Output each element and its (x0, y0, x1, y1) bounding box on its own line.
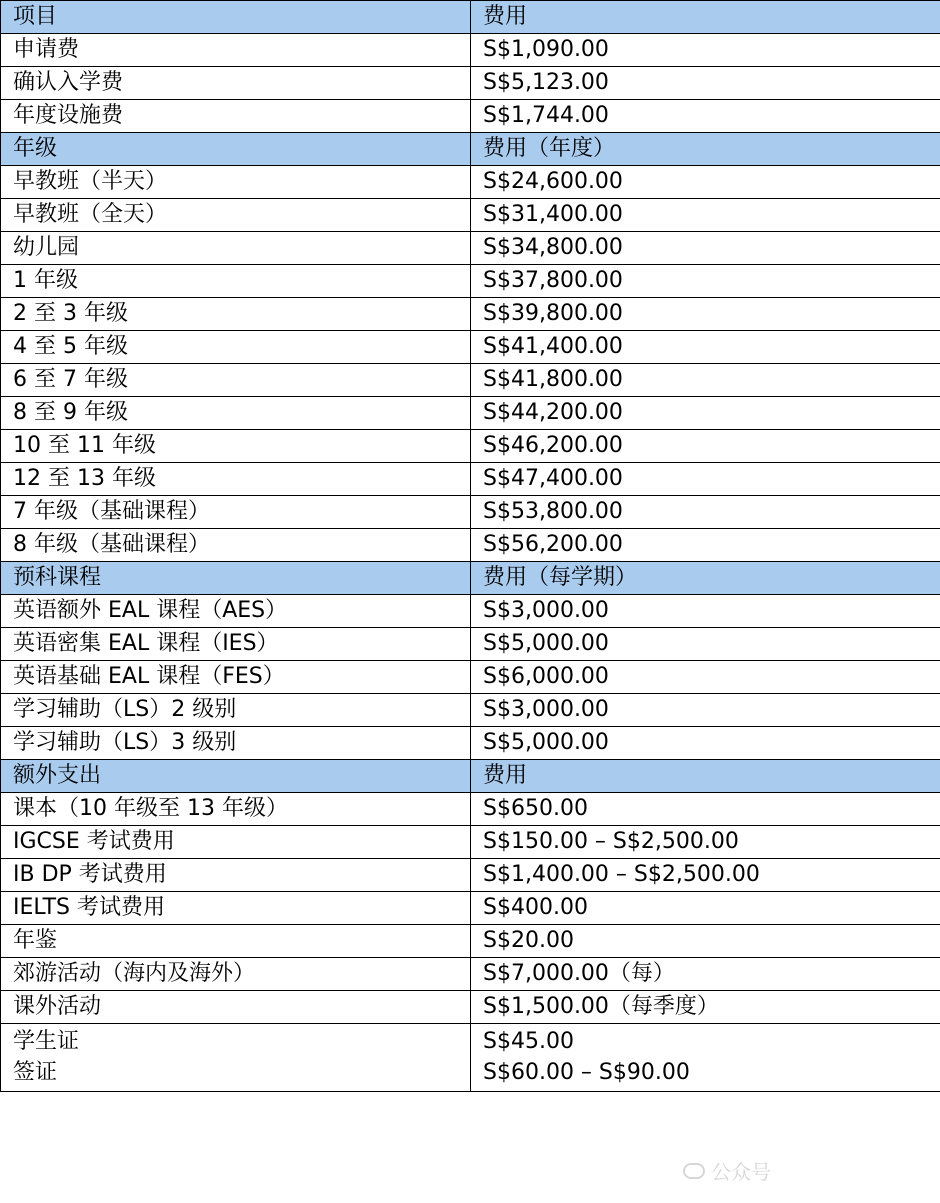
fee-cell: S$34,800.00 (471, 232, 940, 265)
fee-student-pass: S$45.00 (483, 1029, 574, 1054)
fee-cell: S$56,200.00 (471, 529, 940, 562)
fee-cell: S$5,000.00 (471, 628, 940, 661)
item-cell: 年鉴 (1, 925, 471, 958)
item-cell: 8 至 9 年级 (1, 397, 471, 430)
section-header-row (1, 760, 940, 793)
item-cell: 6 至 7 年级 (1, 364, 471, 397)
table-row (1, 694, 940, 727)
fee-cell: S$24,600.00 (471, 166, 940, 199)
section-fee-header: 费用 (471, 1, 940, 34)
fee-cell: S$3,000.00 (471, 694, 940, 727)
table-row (1, 298, 940, 331)
item-student-pass: 学生证 (13, 1029, 80, 1054)
item-cell: 10 至 11 年级 (1, 430, 471, 463)
section-item-header: 项目 (1, 1, 471, 34)
item-cell: 幼儿园 (1, 232, 471, 265)
item-cell: 1 年级 (1, 265, 471, 298)
fee-cell: S$47,400.00 (471, 463, 940, 496)
item-cell: 4 至 5 年级 (1, 331, 471, 364)
fee-cell: S$400.00 (471, 892, 940, 925)
table-row (1, 397, 940, 430)
fee-cell: S$41,800.00 (471, 364, 940, 397)
fee-cell: S$39,800.00 (471, 298, 940, 331)
table-row (1, 595, 940, 628)
item-cell: 英语密集 EAL 课程（IES） (1, 628, 471, 661)
item-cell: 郊游活动（海内及海外） (1, 958, 471, 991)
fee-cell: S$1,500.00（每季度） (471, 991, 940, 1024)
table-row (1, 892, 940, 925)
item-cell: 年度设施费 (1, 100, 471, 133)
item-visa: 签证 (13, 1060, 58, 1085)
table-row (1, 628, 940, 661)
fee-cell: S$46,200.00 (471, 430, 940, 463)
fee-cell: S$37,800.00 (471, 265, 940, 298)
item-cell: 英语基础 EAL 课程（FES） (1, 661, 471, 694)
item-cell: 课本（10 年级至 13 年级） (1, 793, 471, 826)
fee-cell: S$41,400.00 (471, 331, 940, 364)
item-cell: 2 至 3 年级 (1, 298, 471, 331)
table-row (1, 727, 940, 760)
fee-cell: S$6,000.00 (471, 661, 940, 694)
fee-cell: S$7,000.00（每） (471, 958, 940, 991)
table-row (1, 925, 940, 958)
fee-cell (471, 1024, 940, 1092)
watermark-text: 公众号 (711, 1160, 771, 1184)
table-row-student-pass-visa (1, 1024, 940, 1092)
table-row (1, 100, 940, 133)
item-cell: 申请费 (1, 34, 471, 67)
item-cell: IELTS 考试费用 (1, 892, 471, 925)
item-cell: 8 年级（基础课程） (1, 529, 471, 562)
fee-cell: S$5,123.00 (471, 67, 940, 100)
fee-cell: S$150.00 – S$2,500.00 (471, 826, 940, 859)
fee-cell: S$650.00 (471, 793, 940, 826)
fee-table-body (1, 1, 940, 1092)
table-row (1, 364, 940, 397)
item-cell: IB DP 考试费用 (1, 859, 471, 892)
fee-cell: S$3,000.00 (471, 595, 940, 628)
fee-cell: S$44,200.00 (471, 397, 940, 430)
fee-cell: S$20.00 (471, 925, 940, 958)
table-row (1, 859, 940, 892)
section-header-row (1, 562, 940, 595)
item-cell: 课外活动 (1, 991, 471, 1024)
table-row (1, 496, 940, 529)
table-row (1, 463, 940, 496)
watermark (683, 1156, 771, 1185)
table-row (1, 661, 940, 694)
fee-cell: S$5,000.00 (471, 727, 940, 760)
table-row (1, 67, 940, 100)
fee-cell: S$53,800.00 (471, 496, 940, 529)
item-cell: 早教班（半天） (1, 166, 471, 199)
table-row (1, 958, 940, 991)
item-cell: 学习辅助（LS）2 级别 (1, 694, 471, 727)
table-row (1, 232, 940, 265)
item-cell: 12 至 13 年级 (1, 463, 471, 496)
item-cell: 英语额外 EAL 课程（AES） (1, 595, 471, 628)
table-row (1, 430, 940, 463)
fee-cell: S$1,090.00 (471, 34, 940, 67)
item-cell: 早教班（全天） (1, 199, 471, 232)
table-row (1, 166, 940, 199)
table-row (1, 331, 940, 364)
section-fee-header: 费用（年度） (471, 133, 940, 166)
item-cell: IGCSE 考试费用 (1, 826, 471, 859)
table-row (1, 199, 940, 232)
item-cell: 确认入学费 (1, 67, 471, 100)
fee-cell: S$1,744.00 (471, 100, 940, 133)
table-row (1, 529, 940, 562)
item-cell: 7 年级（基础课程） (1, 496, 471, 529)
section-fee-header: 费用 (471, 760, 940, 793)
section-header-row (1, 1, 940, 34)
item-cell (1, 1024, 471, 1092)
table-row (1, 991, 940, 1024)
section-item-header: 预科课程 (1, 562, 471, 595)
fee-cell: S$1,400.00 – S$2,500.00 (471, 859, 940, 892)
section-item-header: 额外支出 (1, 760, 471, 793)
section-header-row (1, 133, 940, 166)
fee-visa: S$60.00 – S$90.00 (483, 1060, 690, 1085)
section-item-header: 年级 (1, 133, 471, 166)
table-row (1, 793, 940, 826)
fee-cell: S$31,400.00 (471, 199, 940, 232)
item-cell: 学习辅助（LS）3 级别 (1, 727, 471, 760)
table-row (1, 826, 940, 859)
table-row (1, 265, 940, 298)
wechat-icon (683, 1163, 705, 1179)
section-fee-header: 费用（每学期） (471, 562, 940, 595)
table-row (1, 34, 940, 67)
